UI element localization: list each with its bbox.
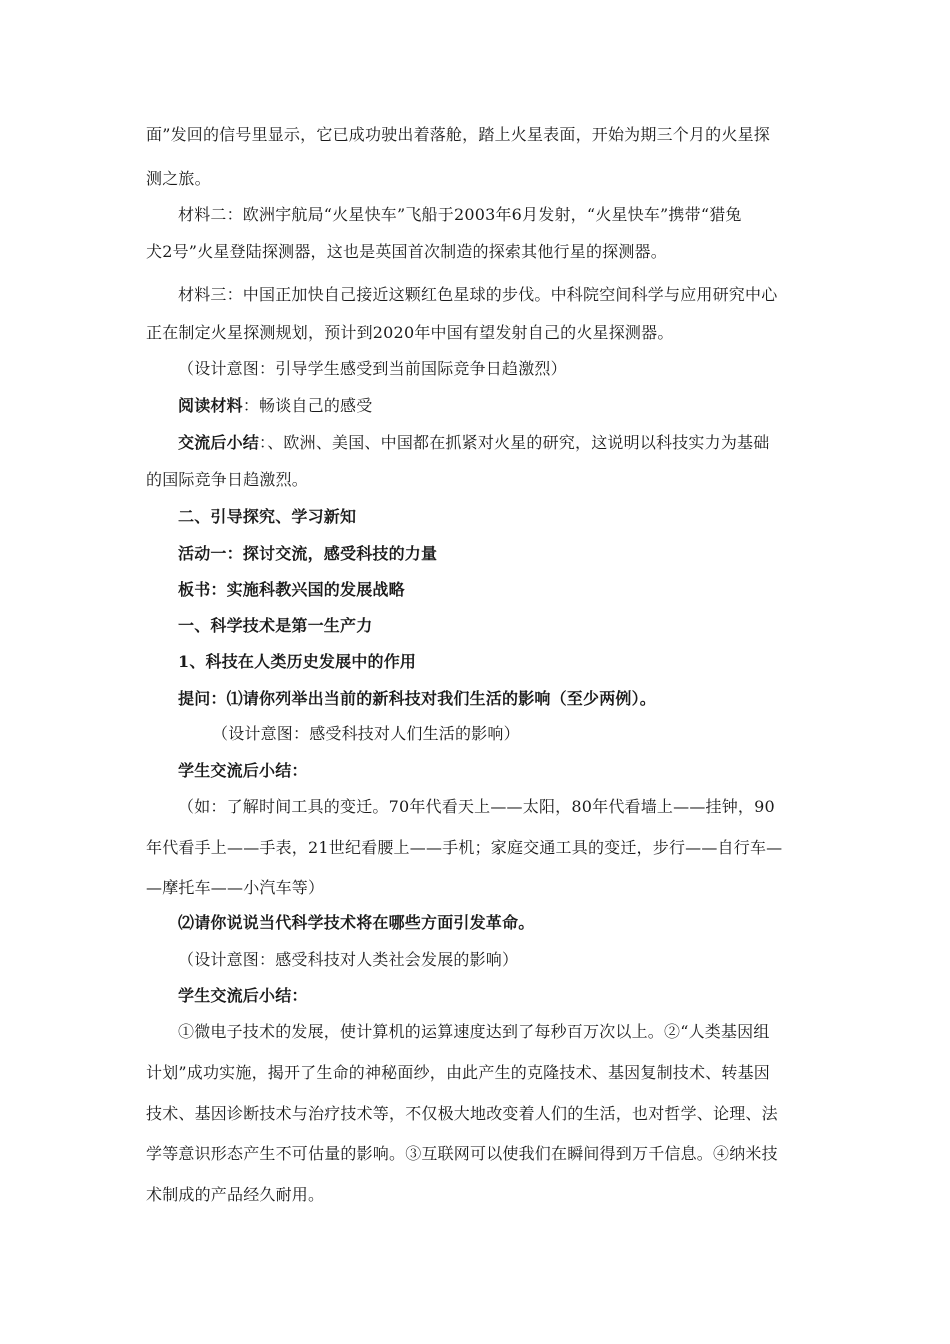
student-summary-heading: 学生交流后小结： <box>178 761 308 780</box>
paragraph-line: 计划”成功实施，揭开了生命的神秘面纱，由此产生的克隆技术、基因复制技术、转基因 <box>146 1063 770 1082</box>
paragraph-line: 材料二：欧洲宇航局“火星快车”飞船于2003年6月发射，“火星快车”携带“猎兔 <box>178 205 742 224</box>
paragraph-line: 测之旅。 <box>146 169 211 188</box>
paragraph-line: 学等意识形态产生不可估量的影响。③互联网可以使我们在瞬间得到万千信息。④纳米技 <box>146 1144 778 1163</box>
summary-label: 交流后小结 <box>178 433 260 452</box>
question-1: 提问：⑴请你列举出当前的新科技对我们生活的影响（至少两例）。 <box>178 689 657 708</box>
paragraph-line: （如：了解时间工具的变迁。70年代看天上——太阳，80年代看墙上——挂钟，90 <box>178 797 775 816</box>
paragraph-line: 术制成的产品经久耐用。 <box>146 1185 325 1204</box>
summary-line <box>178 433 769 453</box>
paragraph-line: 正在制定火星探测规划，预计到2020年中国有望发射自己的火星探测器。 <box>146 323 674 342</box>
question-2: ⑵请你说说当代科学技术将在哪些方面引发革命。 <box>178 913 535 932</box>
paragraph-line: —摩托车——小汽车等） <box>146 878 325 897</box>
paragraph-line: 年代看手上——手表，21世纪看腰上——手机；家庭交通工具的变迁，步行——自行车— <box>146 838 783 857</box>
paragraph-line: ①微电子技术的发展，使计算机的运算速度达到了每秒百万次以上。②“人类基因组 <box>178 1022 770 1041</box>
paragraph-line: 的国际竞争日趋激烈。 <box>146 470 309 489</box>
reading-label: 阅读材料 <box>178 396 243 415</box>
activity-heading: 活动一：探讨交流，感受科技的力量 <box>178 544 438 563</box>
design-intent-note: （设计意图：感受科技对人类社会发展的影响） <box>178 950 519 969</box>
paragraph-line: 技术、基因诊断技术与治疗技术等，不仅极大地改变着人们的生活，也对哲学、论理、法 <box>146 1104 778 1123</box>
subsubsection-heading: 1、科技在人类历史发展中的作用 <box>178 652 417 671</box>
design-intent-note: （设计意图：引导学生感受到当前国际竞争日趋激烈） <box>178 359 567 378</box>
paragraph-line: 犬2号”火星登陆探测器，这也是英国首次制造的探索其他行星的探测器。 <box>146 242 667 261</box>
section-heading: 二、引导探究、学习新知 <box>178 507 357 526</box>
summary-text: ：、欧洲、美国、中国都在抓紧对火星的研究，这说明以科技实力为基础 <box>259 433 770 452</box>
student-summary-heading: 学生交流后小结： <box>178 986 308 1005</box>
board-heading: 板书：实施科教兴国的发展战略 <box>178 580 405 599</box>
reading-text: ：畅谈自己的感受 <box>242 396 373 415</box>
reading-material-line <box>178 396 372 416</box>
paragraph-line: 面”发回的信号里显示，它已成功驶出着落舱，踏上火星表面，开始为期三个月的火星探 <box>146 125 770 144</box>
subsection-heading: 一、科学技术是第一生产力 <box>178 616 373 635</box>
design-intent-note: （设计意图：感受科技对人们生活的影响） <box>212 724 520 743</box>
paragraph-line: 材料三：中国正加快自己接近这颗红色星球的步伐。中科院空间科学与应用研究中心 <box>178 285 778 304</box>
